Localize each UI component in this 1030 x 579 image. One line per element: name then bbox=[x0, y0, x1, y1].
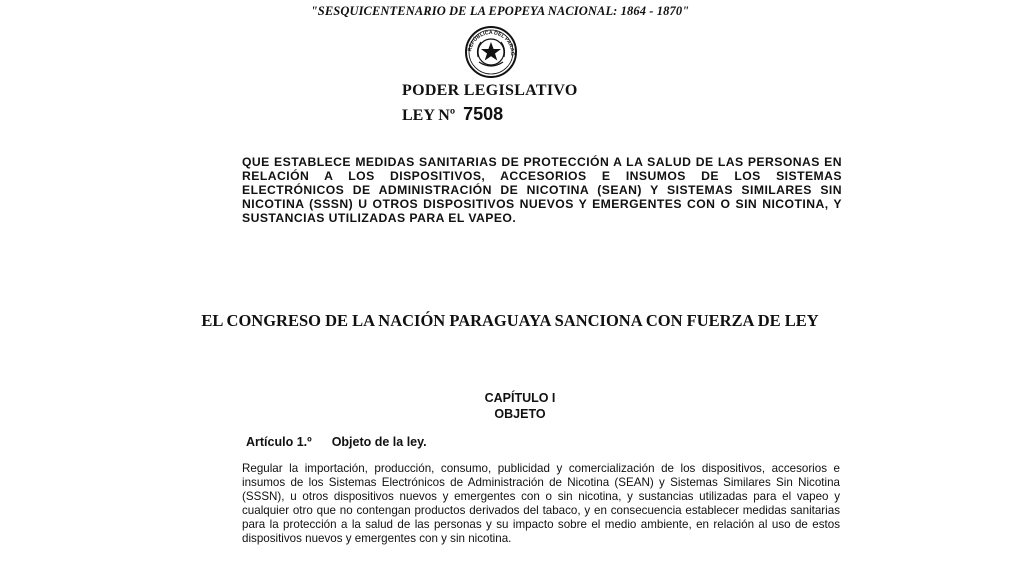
article-title: Objeto de la ley. bbox=[331, 435, 427, 449]
law-title: QUE ESTABLECE MEDIDAS SANITARIAS DE PROTECCIÓN A LA SALUD DE LAS PERSONAS EN RELACIÓN A LOS DISPOSITIVOS, ACCESORIOS E INSUMOS DE LOS SISTEMAS ELECTRÓNICOS DE ADMINISTRACIÓN DE NICOTINA (SEAN) Y SISTEMAS SIMILARES SIN NICOTINA (SSSN) U OTROS DISPOSITIVOS NUEVOS Y EMERGENTES CON O SIN NICOTINA, Y SUSTANCIAS UTILIZADAS PARA EL VAPEO. bbox=[242, 155, 842, 225]
seal-lettering: REPÚBLICA DEL PARAG bbox=[467, 29, 516, 56]
motto-header: "SESQUICENTENARIO DE LA EPOPEYA NACIONAL: 1864 - 1870" bbox=[310, 4, 690, 18]
national-seal-icon bbox=[459, 24, 523, 80]
article-label: Artículo 1.º bbox=[246, 435, 312, 449]
poder-legislativo-heading: PODER LEGISLATIVO bbox=[402, 82, 578, 99]
article-body: Regular la importación, producción, consumo, publicidad y comercialización de los dispositivos, accesorios e insumos de los Sistemas Electrónicos de Administración de Nicotina (SEAN) y Sistemas Similares Sin Nicotina (SSSN), u otros dispositivos nuevos y emergentes con o sin nicotina, y sustancias utilizadas para el vapeo y cualquier otro que no contengan productos derivados del tabaco, y en consecuencia establecer medidas sanitarias para la protección a la salud de las personas y su impacto sobre el medio ambiente, en relación al uso de estos dispositivos nuevos y emergentes con y sin nicotina. bbox=[242, 462, 840, 545]
chapter-name: OBJETO bbox=[494, 407, 546, 421]
sanciona-statement: EL CONGRESO DE LA NACIÓN PARAGUAYA SANCIONA CON FUERZA DE LEY bbox=[201, 311, 819, 330]
chapter-number: CAPÍTULO I bbox=[484, 391, 556, 405]
ley-number-heading bbox=[402, 104, 503, 125]
chapter-heading bbox=[460, 390, 580, 422]
ley-number: 7508 bbox=[463, 104, 504, 124]
ley-label: LEY Nº bbox=[402, 107, 456, 124]
article-heading bbox=[246, 435, 427, 449]
